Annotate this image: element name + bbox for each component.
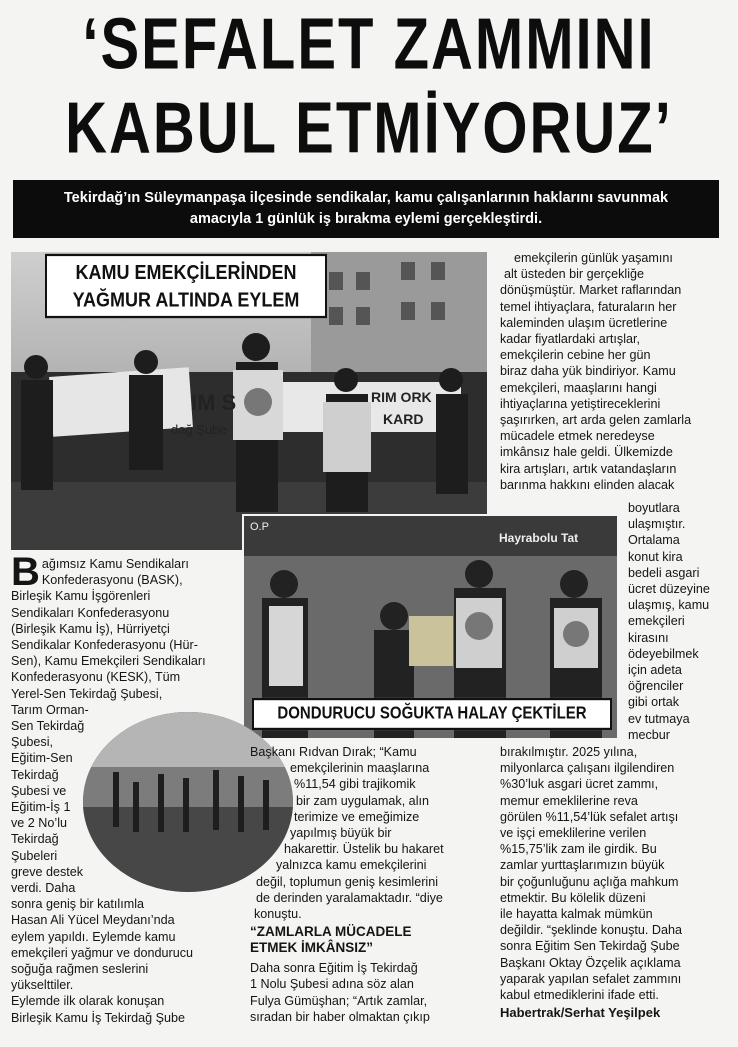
right-line-12: imkânsız hale geldi. Ülkemizde: [500, 445, 673, 460]
mid-line-5: yapılmış büyük bir: [290, 826, 392, 841]
mid-line-7: yalnızca kamu emekçilerini: [276, 858, 427, 873]
banner-text-3: RIM ORK: [371, 389, 432, 405]
mid-line-3: bir zam uygulamak, alın: [296, 793, 429, 808]
subhead-line-2: ETMEK İMKÂNSIZ”: [250, 940, 373, 956]
subheadline-line-2: amacıyla 1 günlük iş bırakma eylemi gerçekleştirdi.: [189, 211, 543, 227]
main-photo-caption: [45, 254, 327, 318]
narrow-line-11: öğrenciler: [628, 679, 684, 694]
right-line-7: biraz daha yük bindiriyor. Kamu: [500, 364, 676, 379]
right-line-3: temel ihtiyaçlara, faturaların her: [500, 299, 677, 314]
rb-line-1: milyonlarca çalışanı ilgilendiren: [500, 761, 675, 776]
left-line-17: Tekirdağ: [11, 832, 59, 847]
left-line-19: greve destek: [11, 864, 84, 879]
left-line-8: Yerel-Sen Tekirdağ Şubesi,: [11, 686, 163, 701]
right-line-6: emekçilerin cebine her gün: [500, 348, 651, 363]
narrow-line-1: ulaşmıştır.: [628, 517, 686, 532]
rb-line-8: bir çoğunluğunu açlığa mahkum: [500, 874, 679, 889]
narrow-line-14: mecbur: [628, 727, 670, 742]
narrow-line-9: ödeyebilmek: [628, 646, 699, 661]
sign-text-hayrabolu: Hayrabolu Tat: [499, 531, 579, 545]
rb-line-11: değildir. “şeklinde konuştu. Daha: [500, 923, 683, 938]
left-line-4: (Birleşik Kamu İş), Hürriyetçi: [11, 621, 170, 636]
mid-line-4: terimize ve emeğimize: [294, 809, 420, 824]
banner-text-2: dağ Şube: [171, 422, 227, 437]
headline-line-1: ‘SEFALET ZAMMINI: [82, 3, 656, 85]
sign-text-op: O.P: [250, 521, 269, 533]
left-line-26: yükselttiler.: [11, 978, 74, 993]
article-middle-column: [250, 744, 495, 1025]
right-line-8: emekçileri, maaşlarını hangi: [500, 380, 657, 395]
narrow-line-12: gibi ortak: [628, 695, 680, 710]
mid-line-9: de derinden yaralamaktadır. “diye: [256, 890, 443, 905]
right-line-11: mücadele etmek neredeyse: [500, 429, 655, 444]
mid2-line-2: Fulya Gümüşhan; “Artık zamlar,: [250, 993, 428, 1008]
narrow-line-6: ulaşmış, kamu: [628, 598, 710, 613]
byline: Habertrak/Serhat Yeşilpek: [500, 1005, 661, 1021]
left-line-2: Birleşik Kamu İşgörenleri: [11, 589, 151, 604]
left-line-5: Sendikalar Konfederasyonu (Hür-: [11, 638, 198, 653]
article-right-column-bottom: [500, 744, 734, 1021]
mid-line-0: Başkanı Rıdvan Dırak; “Kamu: [250, 745, 417, 759]
right-line-0: emekçilerin günlük yaşamını: [514, 251, 673, 265]
left-line-15: Eğitim-İş 1: [11, 800, 71, 815]
rb-line-6: %15,75’lik zam ile girdik. Bu: [500, 842, 657, 857]
left-line-23: eylem yapıldı. Eylemde kamu: [11, 929, 176, 944]
banner-text-1: IM S: [191, 390, 237, 415]
left-line-0: ağımsız Kamu Sendikaları: [41, 557, 189, 571]
banner-text-4: KARD: [383, 411, 424, 427]
left-line-6: Sen), Kamu Emekçileri Sendikaları: [11, 654, 206, 669]
left-line-12: Eğitim-Sen: [11, 751, 73, 766]
narrow-line-7: emekçileri: [628, 614, 685, 629]
mid-line-8: değil, toplumun geniş kesimlerini: [256, 874, 439, 889]
main-photo-caption-line-1: KAMU EMEKÇİLERİNDEN: [75, 260, 297, 284]
rb-line-14: yaparak yapılan sefalet zammını: [500, 971, 682, 986]
rb-line-15: kabul etmediklerini ifade etti.: [500, 988, 659, 1003]
right-line-5: kadar fiyatlardaki artışlar,: [500, 332, 640, 347]
article-right-column-top: [494, 250, 730, 493]
right-line-10: şaşırırken, art arda gelen zamlarla: [500, 413, 692, 428]
left-line-11: Şubesi,: [11, 735, 54, 750]
narrow-line-8: kirasını: [628, 630, 669, 645]
left-line-16: ve 2 No’lu: [11, 816, 68, 831]
narrow-line-3: konut kira: [628, 549, 683, 564]
mid2-line-1: 1 Nolu Şubesi adına söz alan: [250, 977, 414, 992]
mid2-line-0: Daha sonra Eğitim İş Tekirdağ: [250, 961, 418, 976]
right-line-9: ihtiyaçlarına yetiştireceklerini: [500, 396, 661, 411]
right-line-4: kaleminden ulaşım ücretlerine: [500, 315, 668, 330]
left-line-13: Tekirdağ: [11, 767, 59, 782]
second-photo-caption: DONDURUCU SOĞUKTA HALAY ÇEKTİLER: [252, 698, 612, 730]
mid2-line-3: sıradan bir haber olmaktan çıkıp: [250, 1009, 430, 1024]
mid-line-10: konuştu.: [254, 907, 302, 922]
left-line-22: Hasan Ali Yücel Meydanı’nda: [11, 913, 175, 928]
rb-line-9: etmektir. Bu kölelik düzeni: [500, 890, 646, 905]
rb-line-5: ve işçi emeklilerine verilen: [500, 826, 647, 841]
rb-line-7: zamlar yurttaşlarımızın büyük: [500, 858, 665, 873]
rb-line-4: görülen %11,54’lük sefalet artışı: [500, 809, 679, 824]
narrow-line-13: ev tutmaya: [628, 711, 690, 726]
narrow-line-5: ücret düzeyine: [628, 582, 710, 597]
left-line-7: Konfederasyonu (KESK), Tüm: [11, 670, 181, 685]
right-line-13: kira artışları, artık vatandaşların: [500, 461, 677, 476]
left-line-20: verdi. Daha: [11, 881, 76, 896]
right-line-14: barınma hakkını elinden alacak: [500, 477, 675, 492]
article-right-column-narrow: [628, 500, 738, 743]
mid-line-6: hakarettir. Üstelik bu hakaret: [284, 842, 444, 857]
article-left-column: [11, 550, 243, 1026]
section-subhead: [250, 924, 495, 956]
narrow-line-10: için adeta: [628, 663, 682, 678]
main-photo-caption-line-2: YAĞMUR ALTINDA EYLEM: [72, 288, 300, 312]
left-line-21: sonra geniş bir katılımla: [11, 897, 144, 912]
left-line-9: Tarım Orman-: [11, 702, 89, 717]
left-line-25: soğuğa rağmen seslerini: [11, 962, 149, 977]
left-line-1: Konfederasyonu (BASK),: [41, 573, 183, 588]
drop-cap: B: [11, 550, 40, 594]
rb-line-12: sonra Eğitim Sen Tekirdağ Şube: [500, 939, 680, 954]
rb-line-0: bırakılmıştır. 2025 yılına,: [500, 745, 638, 759]
narrow-line-0: boyutlara: [628, 501, 680, 515]
mid-line-1: emekçilerinin maaşlarına: [290, 761, 430, 776]
right-line-1: alt üsteden bir gerçekliğe: [504, 267, 645, 282]
subheadline-bar: [13, 180, 719, 238]
subhead-line-1: “ZAMLARLA MÜCADELE: [250, 924, 412, 940]
right-line-2: dönüşmüştür. Market raflarından: [500, 283, 682, 298]
left-line-10: Sen Tekirdağ: [11, 719, 85, 734]
narrow-line-2: Ortalama: [628, 533, 680, 548]
subheadline-line-1: Tekirdağ’ın Süleymanpaşa ilçesinde sendikalar, kamu çalışanlarının haklarını savunmak: [63, 190, 669, 206]
rb-line-13: Başkanı Oktay Özçelik açıklama: [500, 955, 681, 970]
headline-line-2: KABUL ETMİYORUZ’: [65, 87, 673, 169]
mid-line-2: %11,54 gibi trajikomik: [294, 777, 416, 792]
rb-line-3: memur emeklilerine reva: [500, 793, 638, 808]
left-line-27: Eylemde ilk olarak konuşan: [11, 994, 165, 1009]
left-line-24: emekçileri yağmur ve dondurucu: [11, 945, 193, 960]
left-line-18: Şubeleri: [11, 848, 58, 863]
left-line-3: Sendikaları Konfederasyonu: [11, 605, 170, 620]
left-line-28: Birleşik Kamu İş Tekirdağ Şube: [11, 1010, 186, 1025]
narrow-line-4: bedeli asgari: [628, 565, 700, 580]
rb-line-2: %30’luk asgari ücret zammı,: [500, 777, 659, 792]
rb-line-10: ile hayatta kalmak mümkün: [500, 907, 653, 922]
left-line-14: Şubesi ve: [11, 783, 67, 798]
